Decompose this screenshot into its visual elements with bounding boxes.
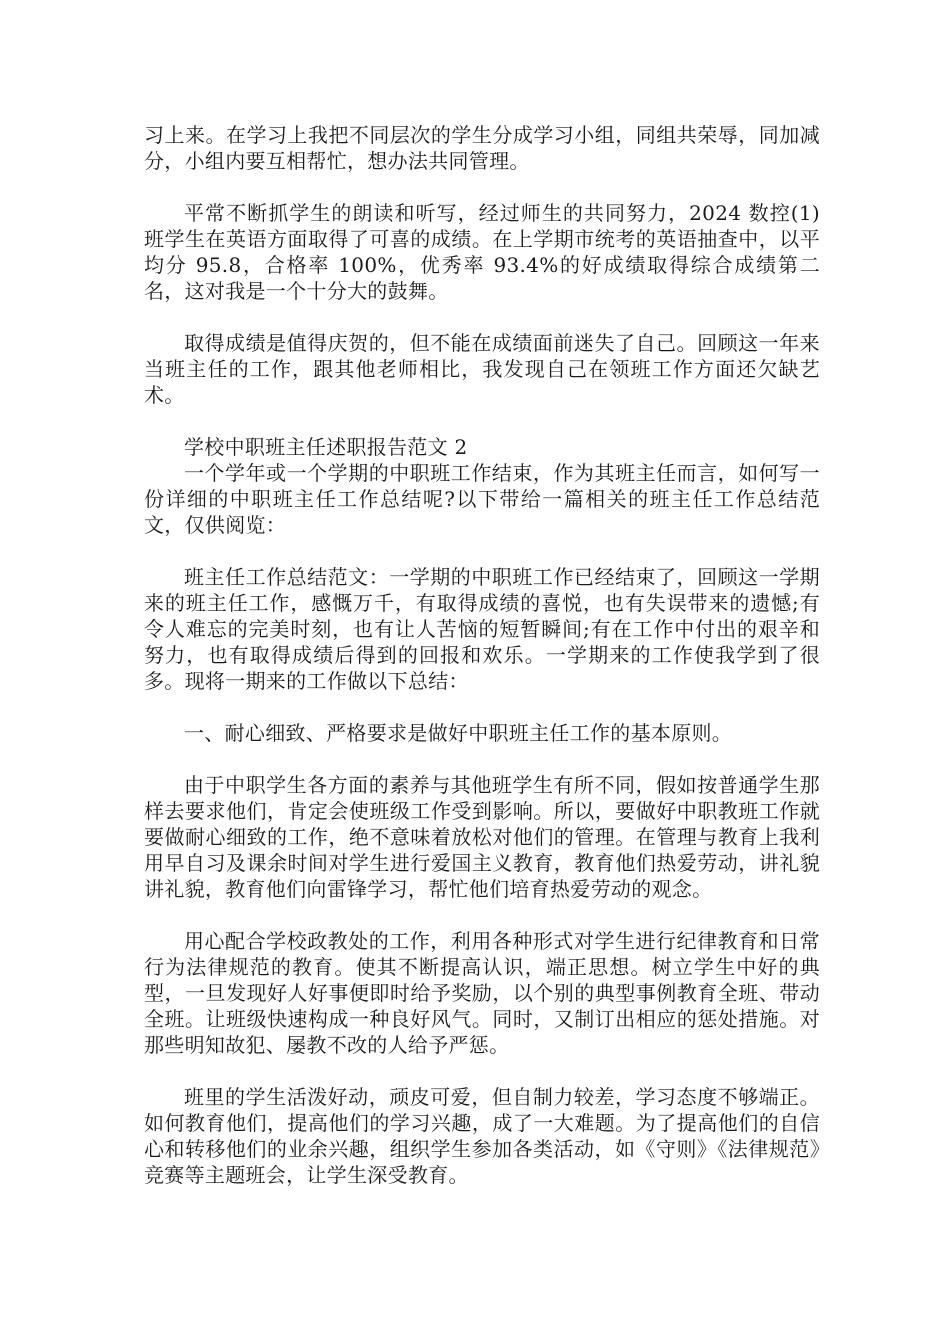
paragraph-discipline: 用心配合学校政教处的工作，利用各种形式对学生进行纪律教育和日常行为法律规范的教育。使其不断提高认识，端正思想。树立学生中好的典型，一旦发现好人好事便即时给予奖励，以个别的典型事例教育全班、带动全班。让班级快速构成一种良好风气。同时，又制订出相应的惩处措施。对那些明知故犯、屡教不改的人给予严惩。 <box>144 929 820 1057</box>
paragraph-reflection: 取得成绩是值得庆贺的，但不能在成绩面前迷失了自己。回顾这一年来当班主任的工作，跟其他老师相比，我发现自己在领班工作方面还欠缺艺术。 <box>144 331 820 407</box>
paragraph-intro: 一个学年或一个学期的中职班工作结束，作为其班主任而言，如何写一份详细的中职班主任工作总结呢?以下带给一篇相关的班主任工作总结范文，仅供阅览： <box>144 461 820 537</box>
subheading-principle: 一、耐心细致、严格要求是做好中职班主任工作的基本原则。 <box>184 721 733 745</box>
section-heading: 学校中职班主任述职报告范文 2 <box>184 435 468 459</box>
document-body <box>144 122 820 1214</box>
paragraph-summary-opening: 班主任工作总结范文：一学期的中职班工作已经结束了，回顾这一学期来的班主任工作，感慨万千，有取得成绩的喜悦，也有失误带来的遗憾;有令人难忘的完美时刻，也有让人苦恼的短暂瞬间;有在工作中付出的艰辛和努力，也有取得成绩后得到的回报和欢乐。一学期来的工作使我学到了很多。现将一期来的工作做以下总结： <box>144 565 820 693</box>
paragraph-english-results: 平常不断抓学生的朗读和听写，经过师生的共同努力，2024 数控(1)班学生在英语方面取得了可喜的成绩。在上学期市统考的英语抽查中，以平均分 95.8，合格率 100%，优秀率 93.4%的好成绩取得综合成绩第二名，这对我是一个十分大的鼓舞。 <box>144 201 820 303</box>
paragraph-continuation: 习上来。在学习上我把不同层次的学生分成学习小组，同组共荣辱，同加减分，小组内要互相帮忙，想办法共同管理。 <box>144 123 820 173</box>
paragraph-activities: 班里的学生活泼好动，顽皮可爱，但自制力较差，学习态度不够端正。如何教育他们，提高他们的学习兴趣，成了一大难题。为了提高他们的自信心和转移他们的业余兴趣，组织学生参加各类活动，如《守则》《法律规范》竞赛等主题班会，让学生深受教育。 <box>144 1085 820 1187</box>
paragraph-patience: 由于中职学生各方面的素养与其他班学生有所不同，假如按普通学生那样去要求他们，肯定会使班级工作受到影响。所以，要做好中职教班工作就要做耐心细致的工作，绝不意味着放松对他们的管理。在管理与教育上我利用早自习及课余时间对学生进行爱国主义教育，教育他们热爱劳动，讲礼貌讲礼貌，教育他们向雷锋学习，帮忙他们培育热爱劳动的观念。 <box>144 773 820 901</box>
